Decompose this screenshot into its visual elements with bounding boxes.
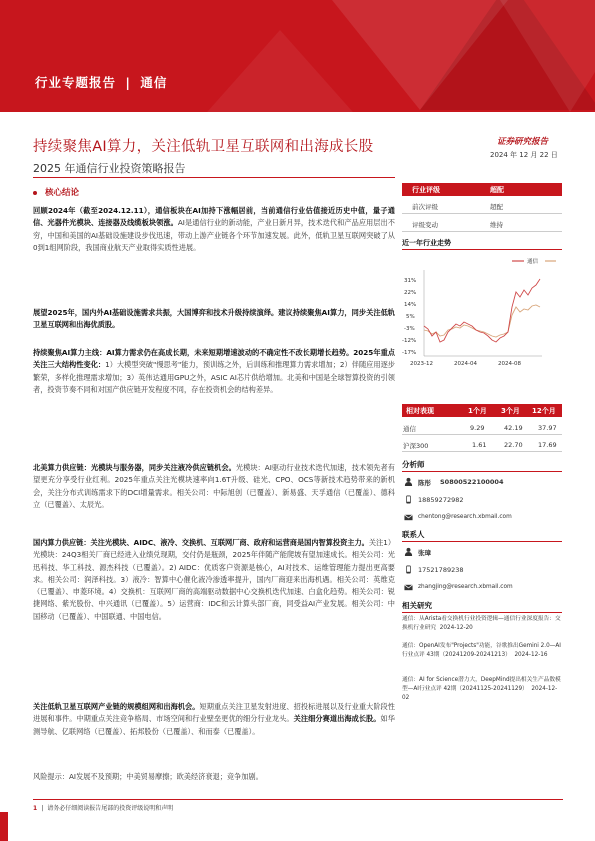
core-conclusion-heading — [33, 186, 79, 198]
related-item-date: 2024-12-20 — [439, 625, 473, 631]
analyst-divider — [402, 471, 562, 472]
related-divider — [402, 612, 562, 613]
rating-change-label: 评级变动 — [412, 221, 438, 229]
x-tick: 2023-12 — [410, 361, 433, 367]
related-item[interactable] — [402, 676, 562, 703]
contact-name: 张璋 — [418, 549, 431, 557]
paragraph-ai-compute — [33, 347, 395, 396]
related-item-date: 2024-12-16 — [514, 652, 548, 658]
related-item-date: 2024-12-02 — [402, 686, 558, 701]
para-lead: 展望2025年，国内外AI基础设施需求共振，大国博弈和技术升级持续演绎。建议持续聚焦AI算力，同步关注低轨卫星互联网和出海优质股。 — [33, 308, 395, 330]
para-body: 1）大模型突破"慢思考"能力，预训练之外，后训练和推理算力需求增加；2）伴随应用逐步繁荣，多样化推理需求增加；3）英伟达通用GPU之外，ASIC AI芯片供给增加。北美和中国是全球智算投资的引领者，投资节奏不同和对国产供应链开发程度不同，存在投资机会的结构差异。 — [33, 360, 395, 394]
perf-row-name: 通信 — [403, 425, 416, 433]
para-body-2: 如华测导航、亿联网络（已覆盖）、拓邦股份（已覆盖）、和而泰（已覆盖）。 — [33, 714, 395, 736]
rating-prev-label: 前次评级 — [412, 203, 438, 211]
perf-row-1m: 1.61 — [472, 441, 487, 449]
contact-divider — [402, 541, 562, 542]
perf-header-1m: 1个月 — [468, 407, 487, 415]
paragraph-na-supply — [33, 462, 395, 511]
footer-divider — [33, 799, 563, 800]
x-tick: 2024-04 — [454, 361, 477, 367]
phone-icon — [404, 495, 413, 504]
y-tick: 5% — [406, 314, 415, 320]
category-separator: | — [125, 75, 131, 90]
rating-header — [402, 183, 562, 196]
related-item[interactable] — [402, 642, 562, 660]
para-body: 关注1）光模块：24Q3相关厂商已经进入业绩兑现期，交付仍是瓶颈，2025年伴随产能爬坡有望加速成长。相关公司：光迅科技、华工科技、源杰科技（已覆盖）。2) AIDC：优质客户资源是核心，AI对技术、运维管理能力提出更高要求。相关公司：润泽科技。3）液冷：智算中心催化液冷渗透率提升，国内厂商迎来出海机遇。相关公司：英维克（已覆盖）、申菱环境。4）交换机：互联网厂商的高端驱动数据中心交换机迭代加速、白盒化趋势。相关公司：锐捷网络、紫光股份、中兴通讯（已覆盖）。5）运营商：IDC和云计算头部厂商，同受益AI产业发展。相关公司：中国移动（已覆盖）、中国联通、中国电信。 — [33, 538, 396, 621]
footer-accent — [0, 812, 8, 841]
para-lead: 回顾2024年（截至2024.12.11），通信板块在AI加持下涨幅居前，当前通信行业估值接近历史中值，量子通信、光器件光模块、连接器及线缆板块领涨。 — [33, 206, 395, 228]
rating-prev-value: 超配 — [490, 203, 503, 211]
performance-header — [402, 404, 562, 417]
related-item-title: 通信：AI for Science潜力大，DeepMind提出相关生产品数模型—AI行业点评 42期（20241125-20241129） — [402, 677, 561, 692]
report-title: 持续聚焦AI算力，关注低轨卫星互联网和出海成长股 — [33, 139, 374, 155]
para-body: 光模块：AI驱动行业技术迭代加速，技术领先者有望更充分享受行业红利。2025年重点关注光模块速率向1.6T升级、硅光、CPO、OCS等新技术趋势带来的新机会，关注分布式训练需求下的DCI增量需求。相关公司：中际旭创（已覆盖）、新易盛、天孚通信（已覆盖）、德科立（已覆盖）、太辰光。 — [33, 463, 395, 509]
trend-chart — [400, 252, 565, 372]
report-date: 2024 年 12 月 22 日 — [490, 151, 558, 159]
email-icon — [404, 583, 413, 592]
rating-value: 超配 — [490, 186, 504, 194]
para-lead: 北美算力供应链：光模块与服务器，同步关注液冷供应链机会。 — [33, 463, 236, 472]
perf-row-12m: 17.69 — [538, 441, 557, 449]
perf-header-name: 相对表现 — [406, 407, 434, 415]
legend-telecom: 通信 — [527, 259, 539, 265]
paragraph-review — [33, 205, 395, 254]
phone-icon — [404, 565, 413, 574]
contact-phone: 17521789238 — [418, 566, 464, 574]
para-lead: 持续聚焦AI算力主线：AI算力需求仍在高成长期，未来短期增速波动的不确定性不改长期增长趋势。2025年重点关注三大结构性变化： — [33, 348, 395, 370]
y-tick: -3% — [404, 326, 415, 332]
paragraph-satellite — [33, 701, 395, 738]
trend-heading: 近一年行业走势 — [402, 239, 451, 247]
para-body: AI是通信行业的新动能，产业日新月异，技术迭代和产品应用层出不穷，中国和美国的AI基础设施建设步伐迅速，带动上游产业链各个环节加速发展。此外，低轨卫星互联网突破了从0到1组网阶段，我国商业航天产业取得实质性进展。 — [33, 218, 395, 252]
email-icon — [404, 513, 413, 522]
paragraph-cn-supply — [33, 537, 395, 623]
divider — [402, 213, 562, 214]
page-number: 1 — [33, 805, 38, 812]
y-tick: 22% — [404, 290, 417, 296]
core-heading-text: 核心结论 — [45, 188, 80, 198]
footer — [33, 803, 173, 812]
analyst-name: 陈彤 — [418, 479, 431, 487]
analyst-email[interactable]: chentong@research.xbmail.com — [418, 514, 512, 520]
perf-header-12m: 12个月 — [532, 407, 556, 415]
category-label: 行业专题报告 — [35, 75, 117, 90]
report-subtitle: 2025 年通信行业投资策略报告 — [33, 162, 186, 175]
paragraph-outlook — [33, 307, 395, 332]
person-icon — [404, 477, 413, 486]
person-icon — [404, 547, 413, 556]
para-lead: 国内算力供应链：关注光模块、AIDC、液冷、交换机、互联网厂商、政府和运营商是国内智算投资主力。 — [33, 538, 369, 547]
x-tick: 2024-08 — [498, 361, 521, 367]
brand-label: 证券研究报告 — [497, 137, 549, 147]
perf-row-1m: 9.29 — [470, 424, 485, 432]
contact-heading: 联系人 — [402, 530, 425, 539]
footer-separator: | — [41, 805, 44, 812]
disclaimer-note: 请务必仔细阅读报告尾部的投资评级说明和声明 — [47, 805, 174, 812]
y-tick: -17% — [402, 350, 417, 356]
divider — [402, 451, 562, 452]
divider — [402, 231, 562, 232]
para-lead-2: 关注细分赛道出海成长股。 — [293, 714, 381, 724]
para-body: 短期重点关注卫星发射进度、招投标进展以及行业重大阶段性进展和事件。中期重点关注竞争格局、市场空间和行业壁垒更优的细分行业龙头。 — [33, 702, 395, 724]
trend-divider — [402, 249, 562, 250]
rating-label: 行业评级 — [412, 186, 440, 194]
title-divider — [33, 177, 395, 178]
analyst-cert: S0800522100004 — [440, 478, 504, 486]
analyst-phone: 18859272982 — [418, 496, 464, 504]
divider — [402, 434, 562, 435]
industry-label: 通信 — [140, 75, 168, 90]
report-category — [35, 73, 167, 91]
related-item-title: 通信：OpenAI发布"Projects"功能，谷歌推出Gemini 2.0—AI行业点评 43期（20241209-20241213） — [402, 643, 561, 658]
paragraph-risk — [33, 771, 395, 783]
related-heading: 相关研究 — [402, 601, 432, 610]
related-item[interactable] — [402, 615, 562, 633]
para-lead: 关注低轨卫星互联网产业链的规模组网和出海机会。 — [33, 702, 200, 711]
header-banner — [0, 0, 595, 112]
perf-header-3m: 3个月 — [501, 407, 520, 415]
analyst-heading: 分析师 — [402, 460, 425, 469]
perf-row-12m: 37.97 — [538, 424, 557, 432]
perf-row-name: 沪深300 — [403, 442, 429, 450]
y-tick: -12% — [402, 338, 417, 344]
bullet-icon — [33, 191, 37, 195]
perf-row-3m: 22.70 — [504, 441, 523, 449]
y-tick: 31% — [404, 278, 417, 284]
risk-text: 风险提示：AI发展不及预期；中美贸易摩擦；欧美经济衰退；竞争加剧。 — [33, 772, 263, 781]
y-tick: 14% — [404, 302, 417, 308]
rating-change-value: 维持 — [490, 221, 503, 229]
related-item-title: 通信：从Arista看交换机行业投资逻辑—通信行业深度报告：交换机行业研究 — [402, 616, 561, 631]
contact-email[interactable]: zhangjing@research.xbmail.com — [418, 584, 513, 590]
perf-row-3m: 42.19 — [504, 424, 523, 432]
